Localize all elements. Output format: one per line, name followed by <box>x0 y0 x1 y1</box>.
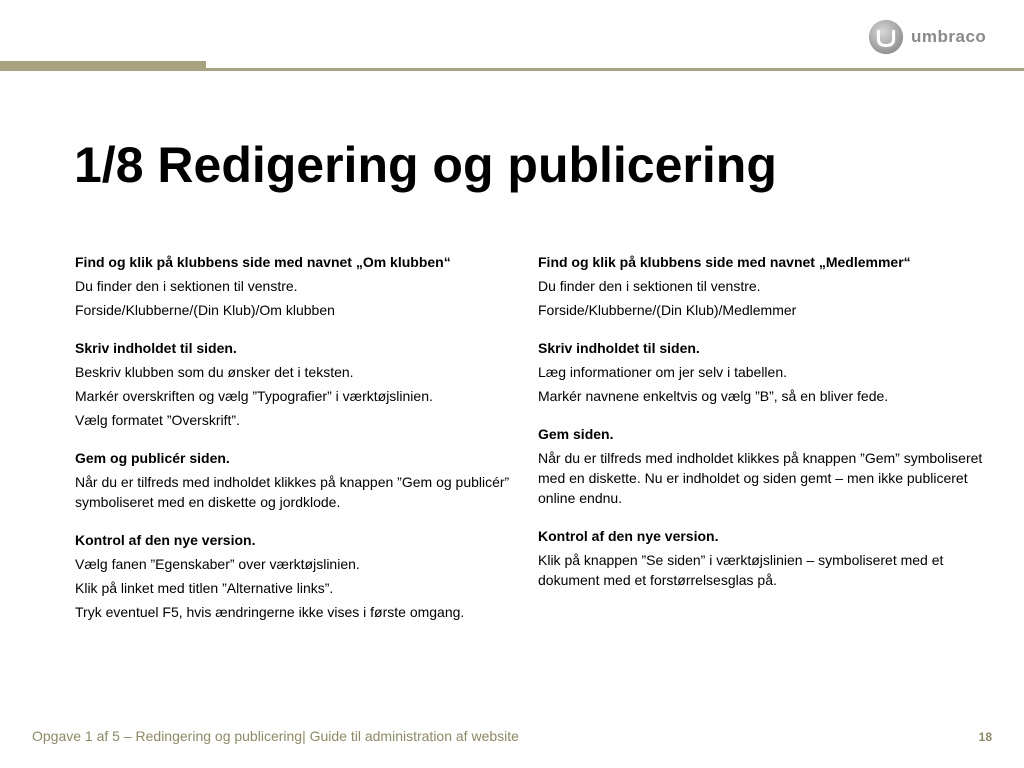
instruction-section <box>75 252 520 320</box>
section-heading: Gem og publicér siden. <box>75 450 230 466</box>
section-line: Når du er tilfreds med indholdet klikkes på knappen ”Gem og publicér” symboliseret med en diskette og jordklode. <box>75 474 510 510</box>
section-line: Læg informationer om jer selv i tabellen. <box>538 364 788 380</box>
brand-name: umbraco <box>911 27 987 46</box>
header-accent-bar <box>0 61 206 71</box>
instruction-section <box>538 526 993 590</box>
section-heading: Find og klik på klubbens side med navnet „Medlemmer“ <box>538 254 911 270</box>
umbraco-logo-icon <box>867 18 905 56</box>
section-heading: Skriv indholdet til siden. <box>75 340 237 356</box>
section-heading: Gem siden. <box>538 426 614 442</box>
instruction-section <box>75 448 520 512</box>
footer-text: Opgave 1 af 5 – Redingering og publicering| Guide til administration af website <box>32 728 519 744</box>
section-line: Tryk eventuel F5, hvis ændringerne ikke vises i første omgang. <box>75 604 465 620</box>
section-line: Du finder den i sektionen til venstre. <box>538 278 761 294</box>
section-line: Klik på linket med titlen ”Alternative links”. <box>75 580 334 596</box>
instruction-section <box>75 530 520 622</box>
header-divider-line <box>206 68 1024 71</box>
instruction-section <box>538 424 993 508</box>
instruction-section <box>75 338 520 430</box>
section-line: Beskriv klubben som du ønsker det i teksten. <box>75 364 354 380</box>
slide-title: 1/8 Redigering og publicering <box>74 137 777 193</box>
section-line: Forside/Klubberne/(Din Klub)/Medlemmer <box>538 302 797 318</box>
instruction-section <box>538 252 993 320</box>
section-line: Når du er tilfreds med indholdet klikkes på knappen ”Gem” symboliseret med en diskette. Nu er indholdet og siden gemt – men ikke publiceret online endnu. <box>538 450 983 506</box>
page-number: 18 <box>978 730 992 744</box>
section-line: Du finder den i sektionen til venstre. <box>75 278 298 294</box>
section-line: Vælg fanen ”Egenskaber” over værktøjslinien. <box>75 556 360 572</box>
section-line: Markér navnene enkeltvis og vælg ”B”, så en bliver fede. <box>538 388 889 404</box>
section-heading: Skriv indholdet til siden. <box>538 340 700 356</box>
section-line: Vælg formatet ”Overskrift”. <box>75 412 240 428</box>
right-column <box>538 252 993 608</box>
umbraco-logo <box>867 17 986 57</box>
section-heading: Kontrol af den nye version. <box>538 528 719 544</box>
section-line: Forside/Klubberne/(Din Klub)/Om klubben <box>75 302 335 318</box>
section-line: Klik på knappen ”Se siden” i værktøjslinien – symboliseret med et dokument med et forstørrelsesglas på. <box>538 552 944 588</box>
section-heading: Kontrol af den nye version. <box>75 532 256 548</box>
section-line: Markér overskriften og vælg ”Typografier” i værktøjslinien. <box>75 388 433 404</box>
left-column <box>75 252 520 640</box>
instruction-section <box>538 338 993 406</box>
section-heading: Find og klik på klubbens side med navnet „Om klubben“ <box>75 254 451 270</box>
